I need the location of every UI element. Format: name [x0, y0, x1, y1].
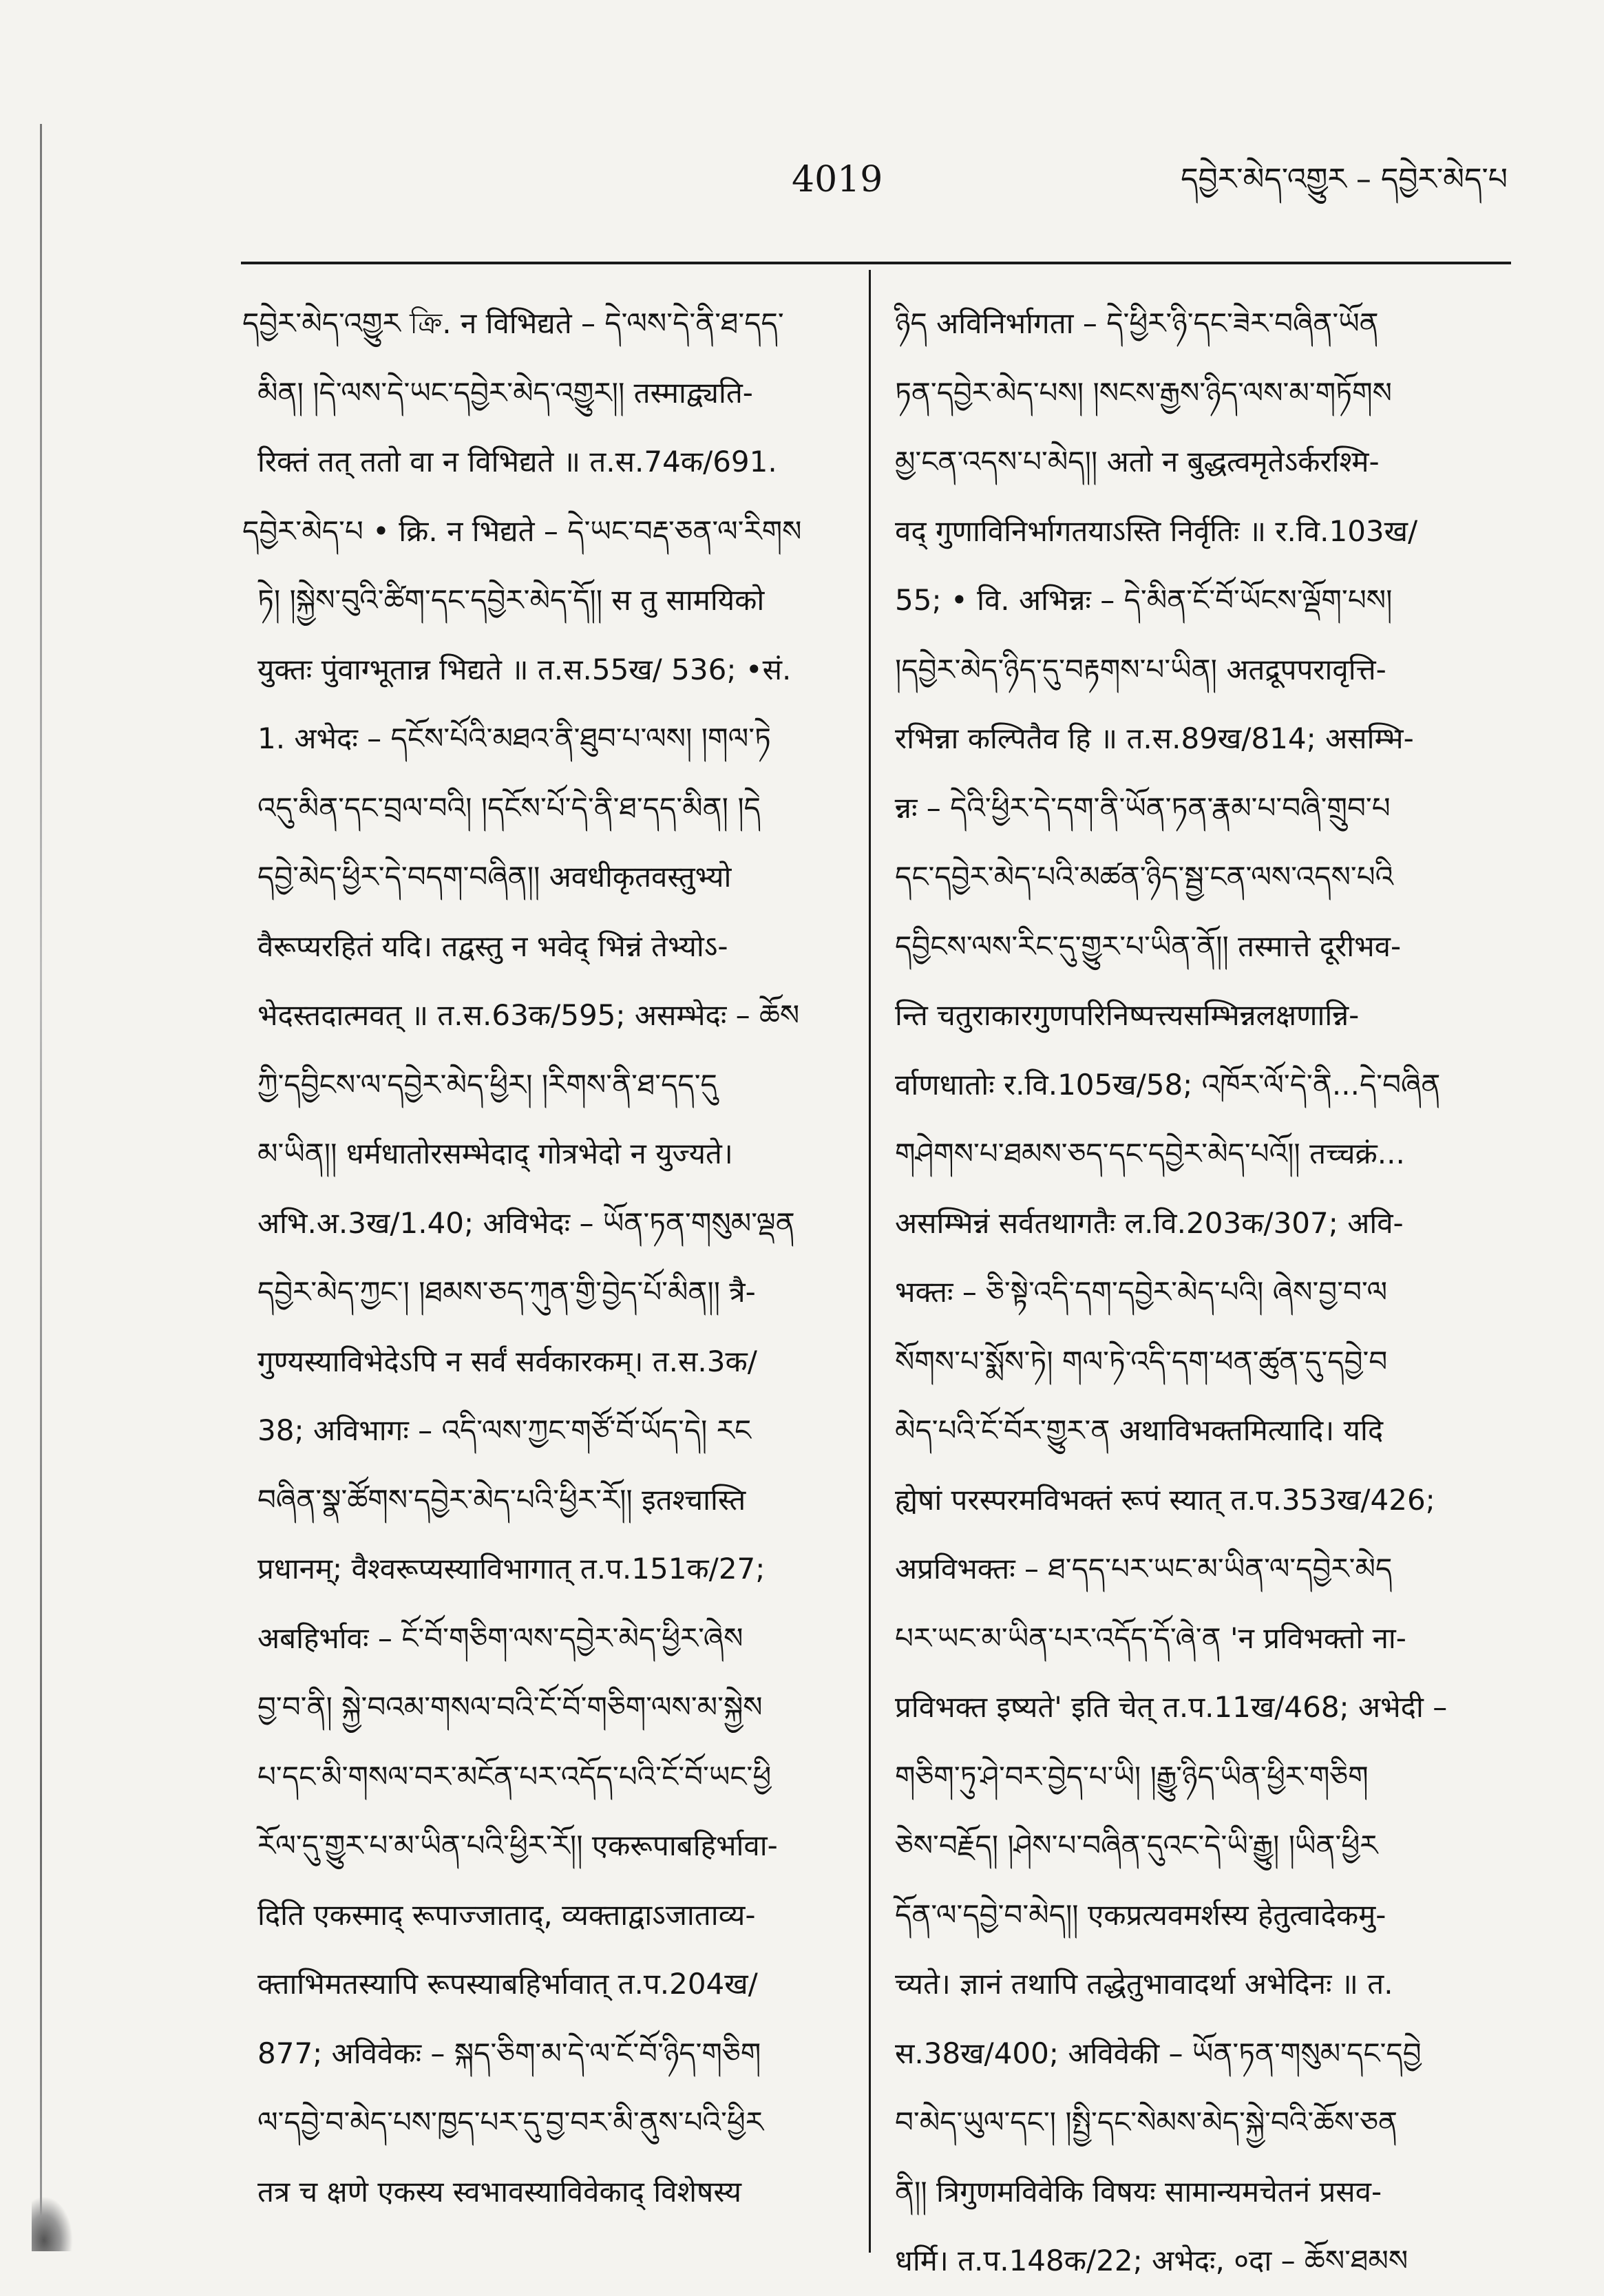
text-line: भक्तः – ཅི་སྟེ་འདི་དག་དབྱེར་མེད་པའི། ཞེས་བྱ་བ་ལ: [895, 1275, 1388, 1309]
text-line: མ་ཡིན།། धर्मधातोरसम्भेदाद् गोत्रभेदो न युज्यते।: [257, 1137, 733, 1170]
text-line: ཉིད अविनिर्भागता – དེ་ཕྱིར་ཉི་དང་ཟེར་བཞིན་ཡོན: [895, 306, 1379, 340]
text-line: དབྱིངས་ལས་རིང་དུ་གྱུར་པ་ཡིན་ནོ།། तस्मात्ते दूरीभव-: [895, 929, 1402, 963]
text-line: མིན། །དེ་ལས་དེ་ཡང་དབྱེར་མེད་འགྱུར།། तस्माद्व्यति-: [257, 375, 753, 410]
text-line: तत्र च क्षणे एकस्य स्वभावस्याविवेकाद् विशेषस्य: [257, 2174, 742, 2209]
text-line: གཤེགས་པ་ཐམས་ཅད་དང་དབྱེར་མེད་པའོ།། तच्चक्रं...: [895, 1137, 1405, 1170]
text-line: པར་ཡང་མ་ཡིན་པར་འདོད་དོ་ཞེ་ན 'न प्रविभक्तो ना-: [895, 1621, 1406, 1655]
text-line: प्रधानम्; वैश्वरूप्यस्याविभागात् त.प.151क/27;: [257, 1552, 766, 1586]
right-column: [895, 289, 1511, 2277]
text-line: स.38ख/400; अविवेकी – ཡོན་ཏན་གསུམ་དང་དབྱེ: [895, 2036, 1422, 2070]
column-divider: [869, 270, 871, 2253]
text-line: वैरूप्यरहितं यदि। तद्वस्तु न भवेद् भिन्नं तेभ्योऽ-: [257, 929, 728, 963]
text-line: སོགས་པ་སྨོས་ཏེ། གལ་ཏེ་འདི་དག་ཕན་ཚུན་དུ་དབྱེ་བ: [895, 1344, 1388, 1378]
text-line: र्वाणधातोः र.वि.105ख/58; འཁོར་ལོ་དེ་ནི...དེ་བཞིན: [895, 1067, 1441, 1102]
text-line: རོལ་དུ་གྱུར་པ་མ་ཡིན་པའི་ཕྱིར་རོ།། एकरूपाबहिर्भावा-: [257, 1829, 778, 1862]
page-binding-shadow: [32, 2196, 73, 2251]
text-line: अबहिर्भावः – ངོ་བོ་གཅིག་ལས་དབྱེར་མེད་ཕྱིར་ཞེས: [257, 1621, 743, 1655]
text-line: च्यते। ज्ञानं तथापि तद्धेतुभावादर्था अभेदिनः ॥ त.: [895, 1967, 1393, 2001]
left-column: [242, 289, 852, 2231]
running-head: དབྱེར་མེད་འགྱུར – དབྱེར་མེད་པ: [1181, 162, 1508, 197]
text-line: །དབྱེར་མེད་ཉིད་དུ་བརྟགས་པ་ཡིན། अतद्रूपपरावृत्ति-: [895, 652, 1386, 686]
text-line: न्नः – དེའི་ཕྱིར་དེ་དག་ནི་ཡོན་ཏན་རྣམ་པ་བཞི་གྲུབ་པ: [895, 790, 1391, 825]
text-line: प्रविभक्त इष्यते' इति चेत् त.प.11ख/468; अभेदी –: [895, 1690, 1448, 1724]
text-line: ཀྱི་དབྱིངས་ལ་དབྱེར་མེད་ཕྱིར། །རིགས་ནི་ཐ་དད་དུ: [257, 1067, 717, 1102]
text-line: བྱ་བ་ནི། སྐྱེ་བའམ་གསལ་བའི་ངོ་བོ་གཅིག་ལས་མ་སྐྱེས: [257, 1690, 763, 1724]
text-line: क्ताभिमतस्यापि रूपस्याबहिर्भावात् त.प.204ख/: [257, 1967, 758, 2001]
text-line: བཞིན་སྣ་ཚོགས་དབྱེར་མེད་པའི་ཕྱིར་རོ།། इतश्चास्ति: [257, 1482, 746, 1517]
text-line: ह्येषां परस्परमविभक्तं रूपं स्यात् त.प.353ख/426;: [895, 1482, 1435, 1517]
text-line: गुण्यस्याविभेदेऽपि न सर्वं सर्वकारकम्। त.स.3क/: [257, 1344, 757, 1378]
page-binding-edge: [40, 124, 42, 2231]
text-line: धर्मि। त.प.148क/22; अभेदः, ०दा – ཆོས་ཐམས: [895, 2244, 1408, 2277]
text-line: དོན་ལ་དབྱེ་བ་མེད།། एकप्रत्यवमर्शस्य हेतुत्वादेकमु-: [895, 1897, 1386, 1932]
page-number: 4019: [792, 159, 883, 200]
text-line: रिक्तं तत् ततो वा न विभिद्यते ॥ त.स.74क/691.: [257, 445, 777, 478]
text-line: དབྱེར་མེད་འགྱུར ক্রি. न विभिद्यते – དེ་ལས་དེ་ནི་ཐ་དད་: [242, 306, 784, 340]
text-line: ཏན་དབྱེར་མེད་པས། །སངས་རྒྱས་ཉིད་ལས་མ་གཏོགས: [895, 375, 1393, 410]
text-line: ནི།། त्रिगुणमविवेकि विषयः सामान्यमचेतनं प्रसव-: [895, 2174, 1382, 2209]
text-line: 55; • वि. अभिन्नः – དེ་མིན་ངོ་བོ་ཡོངས་ལྡོག་པས།: [895, 583, 1393, 617]
text-line: भेदस्तदात्मवत् ॥ त.स.63क/595; असम्भेदः – ཆོས: [257, 998, 800, 1032]
text-line: གཅིག་ཏུ་ཤེ་བར་བྱེད་པ་ཡི། །རྒྱུ་ཉིད་ཡིན་ཕྱིར་གཅིག: [895, 1759, 1369, 1793]
text-line: 38; अविभागः – འདི་ལས་ཀྱང་གཙོ་བོ་ཡོད་དེ། རང: [257, 1413, 752, 1447]
text-line: वद् गुणाविनिर्भागतयाऽस्ति निर्वृतिः ॥ र.वि.103ख/: [895, 514, 1418, 548]
text-line: अप्रविभक्तः – ཐ་དད་པར་ཡང་མ་ཡིན་ལ་དབྱེར་མེད: [895, 1552, 1393, 1586]
text-line: དབྱེར་མེད་པ • क्रि. न भिद्यते – དེ་ཡང་བརྡ་ཅན་ལ་རིགས: [242, 514, 802, 548]
text-line: रभिन्ना कल्पितैव हि ॥ त.स.89ख/814; असम्भि-: [895, 722, 1414, 755]
text-line: དབྱེ་མེད་ཕྱིར་དེ་བདག་བཞིན།། अवधीकृतवस्तुभ्यो: [257, 860, 732, 894]
text-line: 877; अविवेकः – སྐད་ཅིག་མ་དེ་ལ་ངོ་བོ་ཉིད་གཅིག: [257, 2036, 761, 2070]
text-line: དང་དབྱེར་མེད་པའི་མཚན་ཉིད་སྦྱ་ངན་ལས་འདས་པའི: [895, 860, 1394, 894]
text-line: दिति एकस्माद् रूपाज्जाताद्, व्यक्ताद्वाऽजाताव्य-: [257, 1897, 756, 1932]
text-line: མེད་པའི་ངོ་བོར་གྱུར་ན अथाविभक्तमित्यादि। यदि: [895, 1413, 1384, 1447]
text-line: འདུ་མིན་དང་བྲལ་བའི། །དངོས་པོ་དེ་ནི་ཐ་དད་མིན། །དེ: [257, 790, 761, 825]
text-line: युक्तः पुंवाग्भूतान्न भिद्यते ॥ त.स.55ख/ 536; •सं.: [257, 652, 792, 686]
text-line: अभि.अ.3ख/1.40; अविभेदः – ཡོན་ཏན་གསུམ་ལྡན: [257, 1205, 795, 1240]
header-rule: [241, 262, 1511, 264]
text-line: མྱ་ངན་འདས་པ་མེད།། अतो न बुद्धत्वमृतेऽर्करश्मि-: [895, 445, 1380, 478]
text-line: ཏེ། །སྐྱེས་བུའི་ཚིག་དང་དབྱེར་མེད་དོ།། स तु सामयिको: [257, 583, 765, 617]
text-line: न्ति चतुराकारगुणपरिनिष्पत्त्यसम्भिन्नलक्षणान्नि-: [895, 998, 1360, 1032]
text-line: 1. अभेदः – དངོས་པོའི་མཐའ་ནི་ཐུབ་པ་ལས། །གལ་ཏེ: [257, 722, 771, 755]
text-line: असम्भिन्नं सर्वतथागतैः ल.वि.203क/307; अवि-: [895, 1205, 1404, 1240]
text-line: ཅེས་བརྗོད། །ཤེས་པ་བཞིན་དུའང་དེ་ཡི་རྒྱུ། །ཡིན་ཕྱིར: [895, 1829, 1378, 1862]
text-line: པ་དང་མི་གསལ་བར་མངོན་པར་འདོད་པའི་ངོ་བོ་ཡང་ཕྱི: [257, 1759, 772, 1793]
text-line: ལ་དབྱེ་བ་མེད་པས་ཁྱད་པར་དུ་བྱ་བར་མི་ནུས་པའི་ཕྱིར: [257, 2105, 764, 2139]
text-line: དབྱེར་མེད་ཀྱང་། །ཐམས་ཅད་ཀུན་གྱི་བྱེད་པོ་མིན།། त्रै-: [257, 1275, 756, 1309]
text-line: བ་མེད་ཡུལ་དང་། །སྤྱི་དང་སེམས་མེད་སྐྱེ་བའི་ཆོས་ཅན: [895, 2105, 1397, 2139]
